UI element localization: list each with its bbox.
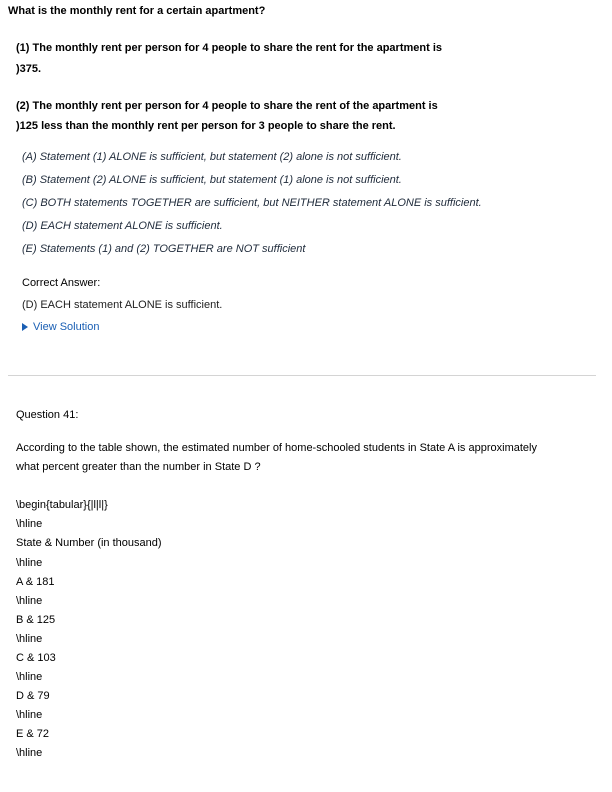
option-c[interactable]: (C) BOTH statements TOGETHER are sufficient, but NEITHER statement ALONE is sufficient. xyxy=(22,197,482,209)
table-source-line: \begin{tabular}{|l|l|} xyxy=(16,499,108,511)
table-source-line: \hline xyxy=(16,633,43,645)
correct-answer-label: Correct Answer: xyxy=(22,277,101,289)
table-source-line: D & 79 xyxy=(16,690,50,702)
table-source-line: E & 72 xyxy=(16,728,50,740)
option-e[interactable]: (E) Statements (1) and (2) TOGETHER are NOT sufficient xyxy=(22,243,306,255)
divider xyxy=(8,375,596,376)
statement-1-line-2: )375. xyxy=(16,63,42,75)
statement-2-line-2: )125 less than the monthly rent per person for 3 people to share the rent. xyxy=(16,120,396,132)
table-source-line: \hline xyxy=(16,671,43,683)
expand-triangle-icon xyxy=(22,323,28,331)
table-source-line: B & 125 xyxy=(16,614,56,626)
view-solution-link[interactable] xyxy=(22,320,99,334)
correct-answer-value: (D) EACH statement ALONE is sufficient. xyxy=(22,299,223,311)
statement-1-line-1: (1) The monthly rent per person for 4 people to share the rent for the apartment is xyxy=(16,42,443,54)
table-source-line: C & 103 xyxy=(16,652,56,664)
table-source-line: A & 181 xyxy=(16,576,55,588)
question-41-text-line-2: what percent greater than the number in State D ? xyxy=(16,461,261,473)
option-a[interactable]: (A) Statement (1) ALONE is sufficient, but statement (2) alone is not sufficient. xyxy=(22,151,402,163)
option-b[interactable]: (B) Statement (2) ALONE is sufficient, but statement (1) alone is not sufficient. xyxy=(22,174,402,186)
table-source-line: \hline xyxy=(16,595,43,607)
question-text: What is the monthly rent for a certain apartment? xyxy=(8,5,266,17)
table-source-line: \hline xyxy=(16,709,43,721)
option-d[interactable]: (D) EACH statement ALONE is sufficient. xyxy=(22,220,223,232)
table-source-line: \hline xyxy=(16,747,43,759)
table-source-line: \hline xyxy=(16,557,43,569)
question-number: Question 41: xyxy=(16,409,79,421)
view-solution-label: View Solution xyxy=(33,321,100,333)
question-41-text-line-1: According to the table shown, the estimated number of home-schooled students in State A is approximately xyxy=(16,442,537,454)
statement-2-line-1: (2) The monthly rent per person for 4 people to share the rent of the apartment is xyxy=(16,100,438,112)
table-source-line: State & Number (in thousand) xyxy=(16,537,162,549)
table-source-line: \hline xyxy=(16,518,43,530)
